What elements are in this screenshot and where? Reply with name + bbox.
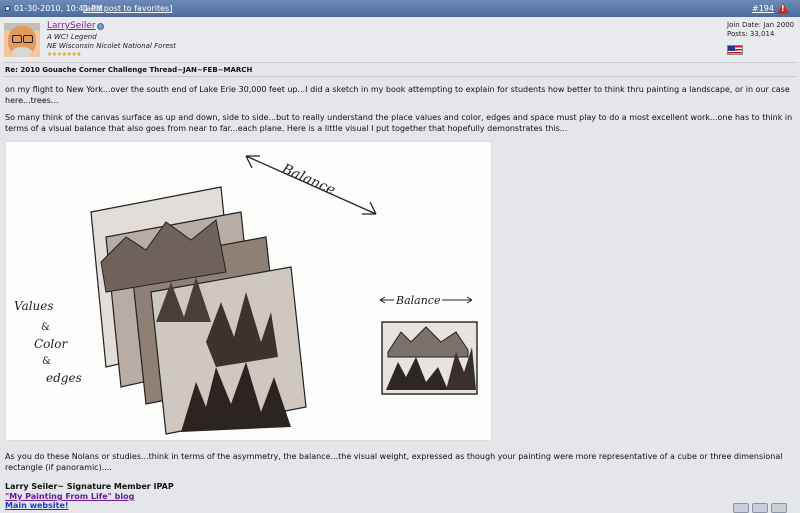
sketch-image (5, 141, 492, 441)
user-location: NE Wisconsin Nicolet National Forest (47, 42, 177, 50)
report-icon[interactable] (777, 3, 789, 14)
add-to-favorites-link[interactable]: [add post to favorites] (83, 4, 173, 13)
user-info (0, 17, 800, 62)
signature-blog-link[interactable]: "My Painting From Life" blog (5, 492, 135, 501)
post-count: Posts: 33,014 (727, 30, 775, 38)
post-icon (5, 6, 10, 11)
sketch-drawing (6, 142, 493, 442)
join-info (727, 21, 794, 39)
reputation-stars-icon: ★★★★★★★ (47, 51, 82, 58)
online-status-icon (97, 23, 104, 30)
divider (4, 62, 796, 63)
balance-label-small: Balance (396, 294, 441, 307)
post-header-bar (0, 0, 800, 17)
values-label: Values (14, 299, 54, 313)
post-subject: Re: 2010 Gouache Corner Challenge Thread~JAN~FEB~MARCH (5, 66, 253, 74)
join-date: Join Date: Jan 2000 (727, 21, 795, 29)
username-link[interactable]: LarrySeiler (47, 21, 96, 31)
signature-website-link[interactable]: Main website! (5, 501, 69, 510)
signature-name: Larry Seiler~ Signature Member IPAP (5, 482, 174, 491)
post-paragraph-1: on my flight to New York...over the south end of Lake Erie 30,000 feet up...I did a sketch in my book attempting to explain for students how better to think thru painting a landscape, or in our case here...trees... (5, 85, 790, 105)
edit-button-icon[interactable] (733, 503, 749, 513)
us-flag-icon (727, 45, 743, 55)
reply-button-icon[interactable] (771, 503, 787, 513)
balance-label-top: Balance (279, 161, 338, 199)
amp-label-2: & (42, 356, 51, 367)
post-paragraph-3: As you do these Nolans or studies...think in terms of the asymmetry, the balance...the visual weight, expressed as though your painting were more representative of a cube or three dimensional rectangle (if panoramic).... (5, 452, 783, 472)
user-title: A WC! Legend (47, 33, 97, 41)
color-label: Color (34, 337, 68, 351)
post-paragraph-2: So many think of the canvas surface as up and down, side to side...but to really understand the place values and color, edges and space must play to do a most excellent work...one has to think in terms of a visual balance that also goes from near to far...each plane. Here is a little visual I put together that hopefully demonstrates this... (5, 113, 793, 133)
edges-label: edges (46, 371, 82, 385)
post-date: 01-30-2010, 10:41 PM (14, 4, 103, 13)
quote-button-icon[interactable] (752, 503, 768, 513)
amp-label-1: & (41, 322, 50, 333)
avatar[interactable] (4, 23, 40, 57)
post-number-link[interactable]: #194 (752, 4, 774, 13)
divider (4, 76, 796, 77)
